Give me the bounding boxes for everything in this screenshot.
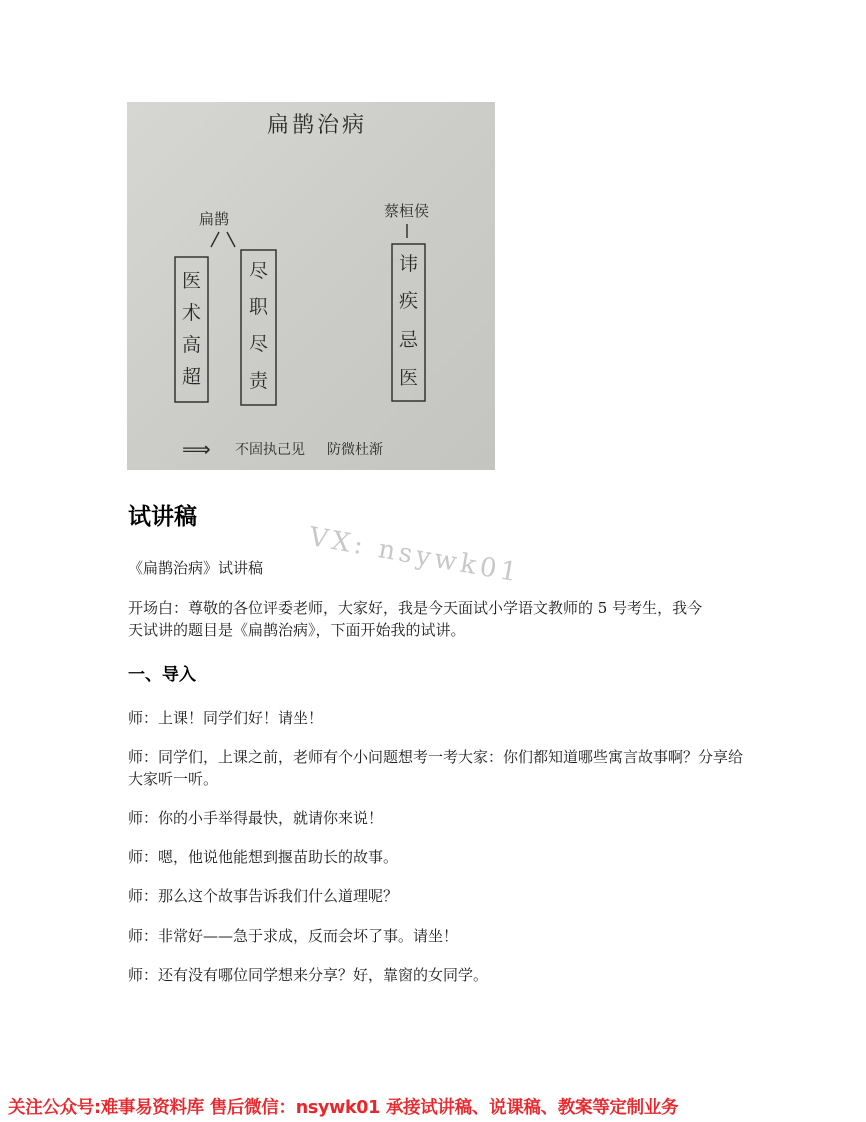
dialogue-line: 师：同学们，上课之前，老师有个小问题想考一考大家：你们都知道哪些寓言故事啊？分享给大家听一听。 [128, 748, 744, 788]
sketch-left-col1-char: 术 [182, 302, 202, 324]
sketch-left-col1-char: 高 [182, 334, 202, 356]
dialogue-line: 师：你的小手举得最快，就请你来说！ [128, 809, 384, 827]
sketch-right-col-char: 讳 [399, 253, 419, 275]
page-title: 试讲稿 [128, 504, 197, 530]
section-heading: 一、导入 [128, 665, 196, 685]
sketch-conclusion-2: 防微杜渐 [327, 442, 383, 458]
sketch-left-col2-char: 职 [249, 296, 269, 318]
sketch-left-col2-char: 尽 [249, 260, 269, 282]
dialogue-line: 师：上课！同学们好！请坐！ [128, 709, 324, 727]
footer-banner: 关注公众号:难事易资料库 售后微信：nsywk01 承接试讲稿、说课稿、教案等定制业务 [8, 1098, 679, 1118]
dialogue-line: 师：非常好——急于求成，反而会坏了事。请坐！ [128, 927, 459, 945]
dialogue-line: 师：嗯，他说他能想到揠苗助长的故事。 [128, 848, 399, 866]
sketch-conclusion-1: 不固执己见 [235, 442, 305, 458]
sketch-right-name: 蔡桓侯 [384, 202, 430, 220]
dialogue-line: 师：那么这个故事告诉我们什么道理呢？ [128, 887, 399, 905]
sketch-right-col-char: 忌 [399, 329, 419, 351]
sketch-left-name: 扁鹊 [199, 210, 230, 228]
handwritten-diagram [127, 102, 495, 470]
sketch-right-col-char: 疾 [399, 290, 419, 312]
sketch-left-col1-char: 医 [182, 270, 202, 292]
opening-paragraph: 开场白：尊敬的各位评委老师，大家好，我是今天面试小学语文教师的 5 号考生，我今天试讲的题目是《扁鹊治病》，下面开始我的试讲。 [128, 599, 703, 639]
watermark: VX: nsywk01 [306, 522, 523, 589]
doc-subtitle: 《扁鹊治病》试讲稿 [128, 559, 264, 577]
sketch-left-col1-char: 超 [182, 366, 202, 388]
sketch-left-col2-char: 尽 [249, 333, 269, 355]
sketch-arrow: ⟹ [182, 437, 211, 461]
dialogue-line: 师：还有没有哪位同学想来分享？好，靠窗的女同学。 [128, 966, 489, 984]
sketch-right-col-char: 医 [399, 367, 419, 389]
sketch-title: 扁鹊治病 [267, 113, 368, 138]
blackboard-sketch-photo [127, 102, 495, 470]
sketch-left-col2-char: 责 [249, 370, 269, 392]
